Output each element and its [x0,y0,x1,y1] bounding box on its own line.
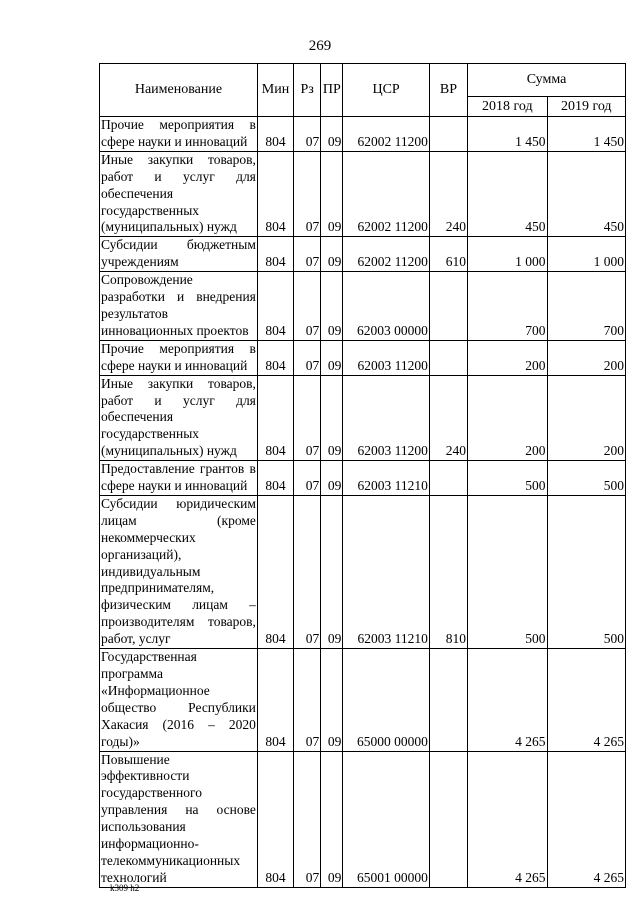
table-row [100,461,626,496]
cell-name: Предоставление грантов в сфере науки и инноваций [100,461,258,496]
cell-csr: 62003 11200 [343,375,429,461]
cell-min: 804 [257,751,293,887]
cell-min: 804 [257,649,293,751]
cell-min: 804 [257,495,293,648]
cell-csr: 62002 11200 [343,117,429,152]
cell-vr [429,340,467,375]
cell-2018: 450 [468,151,547,237]
cell-2019: 700 [547,272,626,341]
cell-rz: 07 [294,495,321,648]
cell-rz: 07 [294,649,321,751]
cell-pr: 09 [321,117,343,152]
cell-2019: 4 265 [547,751,626,887]
cell-2018: 200 [468,375,547,461]
cell-vr [429,751,467,887]
cell-min: 804 [257,117,293,152]
cell-csr: 62002 11200 [343,151,429,237]
cell-vr: 810 [429,495,467,648]
col-header-min: Мин [257,64,293,117]
cell-min: 804 [257,340,293,375]
table-row [100,340,626,375]
cell-rz: 07 [294,751,321,887]
cell-2019: 200 [547,340,626,375]
cell-2018: 700 [468,272,547,341]
cell-min: 804 [257,237,293,272]
cell-pr: 09 [321,751,343,887]
cell-csr: 62003 11200 [343,340,429,375]
cell-csr: 62003 00000 [343,272,429,341]
cell-csr: 62002 11200 [343,237,429,272]
cell-2018: 4 265 [468,751,547,887]
table-row [100,495,626,648]
cell-2018: 1 450 [468,117,547,152]
table-row [100,272,626,341]
cell-rz: 07 [294,272,321,341]
table-row [100,375,626,461]
cell-name: Субсидии юридическим лицам (кроме некоммерческих организаций), индивидуальным предпринимателям, физическим лицам – производителям товаров, работ, услуг [100,495,258,648]
cell-pr: 09 [321,272,343,341]
cell-2018: 500 [468,495,547,648]
cell-name: Прочие мероприятия в сфере науки и инноваций [100,117,258,152]
cell-csr: 62003 11210 [343,495,429,648]
cell-vr: 610 [429,237,467,272]
cell-vr [429,649,467,751]
cell-csr: 62003 11210 [343,461,429,496]
cell-2019: 1 450 [547,117,626,152]
table-row [100,237,626,272]
cell-name: Повышение эффективности государственного управления на основе использования информационно-телекоммуникационных технологий [100,751,258,887]
cell-min: 804 [257,272,293,341]
cell-2019: 500 [547,461,626,496]
cell-2018: 1 000 [468,237,547,272]
col-header-vr: ВР [429,64,467,117]
col-header-2019: 2019 год [547,97,626,117]
cell-name: Сопровождение разработки и внедрения результатов инновационных проектов [100,272,258,341]
cell-min: 804 [257,461,293,496]
table-row [100,649,626,751]
cell-rz: 07 [294,237,321,272]
cell-2019: 4 265 [547,649,626,751]
cell-name: Государственная программа «Информационное общество Республики Хакасия (2016 – 2020 годы)» [100,649,258,751]
cell-csr: 65001 00000 [343,751,429,887]
cell-name: Иные закупки товаров, работ и услуг для обеспечения государственных (муниципальных) нужд [100,375,258,461]
cell-2019: 500 [547,495,626,648]
page-number: 269 [308,38,332,54]
cell-vr [429,461,467,496]
cell-2018: 4 265 [468,649,547,751]
cell-2019: 200 [547,375,626,461]
col-header-sum: Сумма [468,64,626,97]
cell-name: Прочие мероприятия в сфере науки и инноваций [100,340,258,375]
col-header-csr: ЦСР [343,64,429,117]
table-row [100,751,626,887]
cell-2019: 450 [547,151,626,237]
cell-pr: 09 [321,375,343,461]
col-header-rz: Рз [294,64,321,117]
cell-pr: 09 [321,461,343,496]
cell-vr [429,272,467,341]
cell-vr: 240 [429,375,467,461]
budget-table [99,63,626,888]
cell-pr: 09 [321,495,343,648]
cell-pr: 09 [321,649,343,751]
col-header-pr: ПР [321,64,343,117]
col-header-2018: 2018 год [468,97,547,117]
cell-rz: 07 [294,461,321,496]
table-row [100,151,626,237]
cell-2018: 200 [468,340,547,375]
cell-rz: 07 [294,117,321,152]
cell-2019: 1 000 [547,237,626,272]
cell-rz: 07 [294,340,321,375]
cell-rz: 07 [294,151,321,237]
cell-pr: 09 [321,151,343,237]
table-row [100,117,626,152]
cell-pr: 09 [321,237,343,272]
cell-name: Субсидии бюджетным учреждениям [100,237,258,272]
cell-rz: 07 [294,375,321,461]
cell-pr: 09 [321,340,343,375]
cell-2018: 500 [468,461,547,496]
cell-vr [429,117,467,152]
cell-min: 804 [257,151,293,237]
cell-csr: 65000 00000 [343,649,429,751]
col-header-name: Наименование [100,64,258,117]
cell-name: Иные закупки товаров, работ и услуг для обеспечения государственных (муниципальных) нужд [100,151,258,237]
footer-code: k309 h2 [110,883,140,893]
cell-vr: 240 [429,151,467,237]
cell-min: 804 [257,375,293,461]
